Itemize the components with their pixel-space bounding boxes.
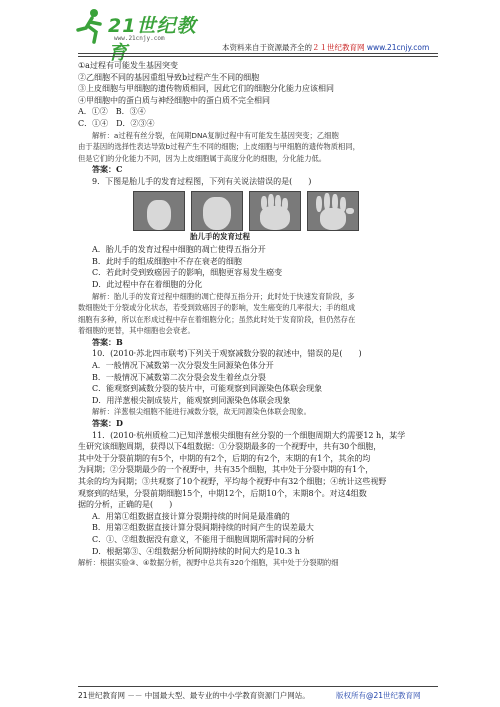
analysis-line: 但是它们的分化能力不同，因为上皮细胞属于高度分化的细胞，分化能力低。 bbox=[78, 153, 327, 163]
figure-caption: 胎儿手的发育过程 bbox=[190, 231, 250, 241]
hand-stage-2-image bbox=[191, 191, 243, 231]
analysis-line: 解析：洋葱根尖细胞不能进行减数分裂，故无同源染色体联会现象。 bbox=[92, 407, 311, 417]
statement-2: ②乙细胞不同的基因重组导致b过程产生不同的细胞 bbox=[78, 72, 260, 82]
question-11-stem: 11．(2010·杭州质检二)已知洋葱根尖细胞有丝分裂的一个细胞周期大约需要12 h，某学 bbox=[92, 430, 406, 440]
question-10-stem: 10．(2010·苏北四市联考)下列关于观察减数分裂的叙述中，错误的是( ) bbox=[92, 349, 362, 359]
header-note-url[interactable]: www.21cnjy.com bbox=[366, 43, 430, 52]
hand-stage-1-image bbox=[133, 191, 185, 231]
statement-3: ③上皮细胞与甲细胞的遗传物质相同，因此它们的细胞分化能力应该相同 bbox=[78, 84, 334, 94]
option-c: C．若此时受到致癌因子的影响，细胞更容易发生癌变 bbox=[92, 268, 283, 278]
answer-q9: 答案：B bbox=[92, 336, 123, 347]
option-b: B．一般情况下减数第二次分裂会发生着丝点分裂 bbox=[92, 372, 266, 382]
question-11-stem: 其中处于分裂前期的有5个，中期的有2个，后期的有2个，末期的有1个，其余的均 bbox=[78, 453, 371, 463]
question-9-stem: 9．下图是胎儿手的发育过程图，下列有关说法错误的是( ) bbox=[92, 176, 312, 186]
option-d: D．此过程中存在着细胞的分化 bbox=[92, 279, 203, 289]
question-11-stem: 据的分析，正确的是( ) bbox=[78, 500, 173, 510]
analysis-line: 解析：根据实验③、④数据分析，视野中总共有320个细胞，其中处于分裂期的细 bbox=[78, 558, 339, 568]
answer-q10: 答案：D bbox=[92, 418, 123, 429]
option-b: B．此时手的组成细胞中不存在衰老的细胞 bbox=[92, 256, 242, 266]
option-d: D．用洋葱根尖制成装片，能观察到同源染色体联会现象 bbox=[92, 395, 291, 405]
hand-development-figure bbox=[133, 191, 434, 229]
option-a: A．一般情况下减数第一次分裂发生同源染色体分开 bbox=[92, 361, 274, 371]
header-note-prefix: 本资料来自于资源最齐全的 bbox=[222, 43, 312, 52]
statement-4: ④甲细胞中的蛋白质与神经细胞中的蛋白质不完全相同 bbox=[78, 95, 270, 105]
option-row-1: A．①② B．③④ bbox=[78, 107, 146, 117]
option-b: B．用第②组数据直接计算分裂间期持续的时间产生的误差最大 bbox=[92, 523, 314, 533]
analysis-line: 解析：a过程有丝分裂，在间期DNA复制过程中有可能发生基因突变；乙细胞 bbox=[92, 130, 339, 140]
analysis-line: 着细胞的更替，其中细胞也会衰老。 bbox=[78, 326, 195, 336]
logo-url: www.21cnjy.com bbox=[114, 35, 165, 42]
question-11-stem: 观察到的结果，分裂前期细胞15个，中期12个，后期10个，末期8个。对这4组数 bbox=[78, 488, 367, 498]
site-logo bbox=[78, 8, 198, 64]
analysis-line: 解析：胎儿手的发育过程中细胞的凋亡使得五指分开；此时处于快速发育阶段，多 bbox=[92, 291, 355, 301]
header-rule-bottom bbox=[78, 56, 438, 57]
runner-icon bbox=[74, 8, 108, 44]
page-footer bbox=[78, 690, 438, 701]
question-11-stem: 其余的均为间期；③共观察了10个视野，平均每个视野中有32个细胞；④统计这些视野 bbox=[78, 477, 387, 486]
option-c: C．①、②组数据没有意义，不能用于细胞周期所需时间的分析 bbox=[92, 534, 315, 544]
document-body bbox=[78, 60, 434, 569]
footer-left-text: 21世纪教育网 －－ 中国最大型、最专业的中小学教育资源门户网站。 bbox=[78, 691, 310, 700]
logo-title: 21世纪教育 bbox=[108, 15, 197, 64]
header-note bbox=[222, 42, 429, 53]
option-d: D．根据第③、④组数据分析间期持续的时间大约是10.3 h bbox=[92, 546, 300, 556]
footer-rule bbox=[78, 686, 438, 687]
question-11-stem: 生研究该细胞周期，获得以下4组数据：①分裂期最多的一个视野中，共有30个细胞， bbox=[78, 442, 382, 452]
option-a: A．用第①组数据直接计算分裂期持续的时间是最准确的 bbox=[92, 511, 290, 521]
hand-stage-3-image bbox=[249, 191, 301, 231]
header-rule-top bbox=[78, 53, 438, 54]
option-c: C．能观察到减数分裂的装片中，可能观察到同源染色体联会现象 bbox=[92, 384, 323, 394]
option-row-2: C．①④ D．②③④ bbox=[78, 118, 155, 128]
header-note-brand[interactable]: ２１世纪教育网 bbox=[312, 43, 365, 52]
footer-copyright-link[interactable]: 版权所有@21世纪教育网 bbox=[336, 691, 421, 700]
page-header bbox=[0, 0, 500, 64]
analysis-line: 由于基因的选择性表达导致b过程产生不同的细胞；上皮细胞与甲细胞的遗传物质相同， bbox=[78, 142, 360, 152]
analysis-line: 细胞有多种，所以在形成过程中存在着细胞分化；虽然此时处于发育阶段，但仍然存在 bbox=[78, 314, 356, 324]
option-a: A．胎儿手的发育过程中细胞的凋亡使得五指分开 bbox=[92, 245, 266, 255]
answer-q8: 答案：C bbox=[92, 164, 123, 175]
question-11-stem: 为间期；②分裂期最少的一个视野中，共有35个细胞，其中处于分裂中期的有1个， bbox=[78, 465, 374, 475]
analysis-line: 数细胞处于分裂或分化状态，若受到致癌因子的影响，发生癌变的几率很大；手的组成 bbox=[78, 303, 356, 313]
statement-1: ①a过程有可能发生基因突变 bbox=[78, 61, 178, 70]
hand-stage-4-image bbox=[307, 191, 359, 231]
